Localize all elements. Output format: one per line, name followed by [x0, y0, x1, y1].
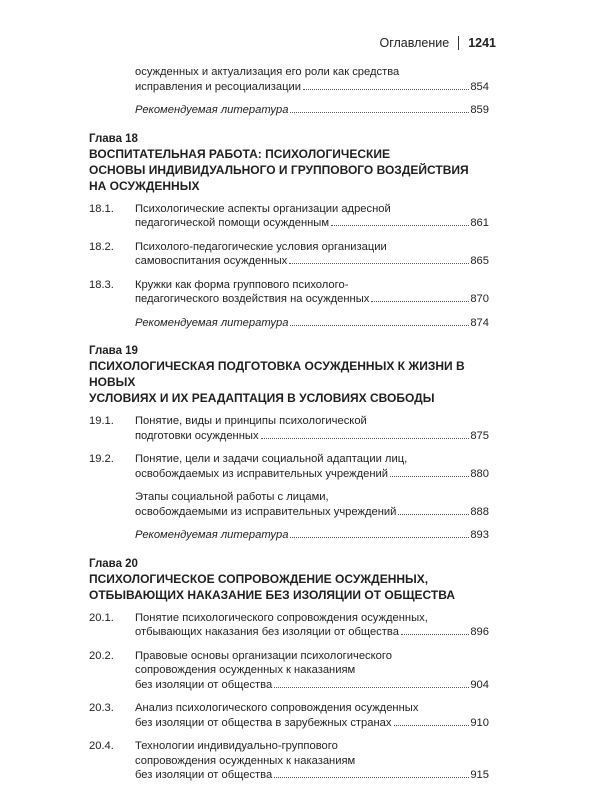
chapter-title-line: ПСИХОЛОГИЧЕСКОЕ СОПРОВОЖДЕНИЕ ОСУЖДЕННЫХ,: [89, 571, 429, 586]
entry-page: 896: [470, 626, 489, 638]
toc-entry[interactable]: [89, 611, 489, 640]
entry-line: без изоляции от общества: [135, 769, 273, 781]
dot-leader: [401, 634, 469, 635]
entry-line: Кружки как форма группового психолого-: [135, 278, 349, 291]
chapter-title-line: ОТБЫВАЮЩИХ НАКАЗАНИЕ БЕЗ ИЗОЛЯЦИИ ОТ ОБЩЕСТВА: [89, 587, 455, 602]
entry-line: освобождаемыми из исправительных учреждений: [135, 505, 397, 518]
entry-page: 888: [470, 505, 489, 518]
entry-line: отбывающих наказания без изоляции от общества: [135, 626, 399, 638]
dot-leader: [394, 725, 470, 726]
header-title: Оглавление: [379, 36, 450, 50]
toc-entry[interactable]: [89, 240, 489, 269]
entry-last-line: [135, 216, 489, 231]
entry-text: [135, 739, 489, 783]
chapter-title: [89, 146, 489, 194]
entry-last-line: [135, 467, 489, 482]
dot-leader: [290, 325, 469, 326]
chapter-section: [89, 132, 489, 331]
entry-number: 18.3.: [89, 278, 114, 291]
chapter-title-line: ОСНОВЫ ИНДИВИДУАЛЬНОГО И ГРУППОВОГО ВОЗДЕЙСТВИЯ: [89, 162, 469, 177]
entry-text: [135, 278, 489, 307]
entry-text: [135, 316, 489, 331]
entry-line: без изоляции от общества в зарубежных странах: [135, 716, 392, 729]
chapter-title: [89, 358, 489, 406]
chapter-title-line: ПСИХОЛОГИЧЕСКАЯ ПОДГОТОВКА ОСУЖДЕННЫХ К ЖИЗНИ В НОВЫХ: [89, 359, 465, 389]
entry-line: Психологические аспекты организации адресной: [135, 202, 391, 215]
entry-line: Анализ психологического сопровождения осужденных: [135, 702, 419, 714]
dot-leader: [390, 476, 469, 477]
dot-leader: [274, 777, 469, 778]
entry-line: Понятие, виды и принципы психологической: [135, 415, 367, 427]
entry-line: Рекомендуемая литература: [135, 316, 289, 329]
entry-last-line: [135, 716, 489, 731]
entry-number: 20.2.: [89, 649, 114, 662]
entry-line: самовоспитания осужденных: [135, 255, 288, 267]
entry-number: 19.2.: [89, 453, 114, 465]
literature-entry[interactable]: [89, 316, 489, 331]
entry-text: [135, 202, 489, 231]
entry-text: [135, 65, 489, 94]
entry-page: 854: [470, 80, 489, 93]
entry-line: Технологии индивидуально-группового: [135, 740, 338, 752]
entry-page: 870: [470, 293, 489, 305]
entry-text: [135, 414, 489, 443]
literature-entry[interactable]: [89, 528, 489, 543]
entry-text: [135, 103, 489, 118]
chapter-title-line: УСЛОВИЯХ И ИХ РЕАДАПТАЦИЯ В УСЛОВИЯХ СВОБОДЫ: [89, 391, 435, 405]
toc-entry[interactable]: [89, 278, 489, 307]
entry-line: Правовые основы организации психологического: [135, 649, 392, 662]
toc-entry[interactable]: [89, 414, 489, 443]
dot-leader: [289, 263, 469, 264]
entry-text: [135, 452, 489, 481]
chapter-title-line: НА ОСУЖДЕННЫХ: [89, 178, 200, 193]
entry-last-line: [135, 528, 489, 543]
literature-entry[interactable]: [89, 103, 489, 118]
entry-page: 874: [470, 316, 489, 329]
entry-number: 19.1.: [89, 415, 114, 427]
entry-number: [89, 490, 135, 519]
entry-last-line: [135, 768, 489, 783]
entry-text: [135, 701, 489, 730]
entry-line: Рекомендуемая литература: [135, 104, 289, 116]
entry-text: [135, 649, 489, 693]
toc-entry[interactable]: [89, 739, 489, 783]
chapter-title: [89, 571, 489, 603]
entry-last-line: [135, 505, 489, 520]
chapter-section: [89, 344, 489, 543]
toc-entry[interactable]: [89, 701, 489, 730]
chapter-label: Глава 20: [89, 557, 138, 570]
entry-last-line: [135, 292, 489, 307]
chapter-title-line: ВОСПИТАТЕЛЬНАЯ РАБОТА: ПСИХОЛОГИЧЕСКИЕ: [89, 146, 390, 161]
dot-leader: [290, 112, 469, 113]
entry-last-line: [135, 625, 489, 640]
chapter-section: [89, 557, 489, 783]
entry-line: Рекомендуемая литература: [135, 529, 289, 541]
entry-number: [89, 65, 135, 94]
entry-line: без изоляции от общества: [135, 678, 273, 691]
table-of-contents: [89, 65, 489, 792]
entry-page: 915: [470, 769, 489, 781]
entry-number: [89, 316, 135, 331]
dot-leader: [331, 225, 469, 226]
entry-last-line: [135, 316, 489, 331]
entry-number: 20.1.: [89, 611, 114, 624]
toc-entry[interactable]: [89, 649, 489, 693]
entry-page: 904: [470, 678, 489, 691]
entry-text: [135, 490, 489, 519]
entry-last-line: [135, 678, 489, 693]
entry-page: 893: [470, 529, 489, 541]
chapter-label: Глава 18: [89, 132, 138, 145]
entry-last-line: [135, 254, 489, 269]
entry-number: [89, 528, 135, 543]
toc-entry[interactable]: [89, 490, 489, 519]
dot-leader: [274, 687, 469, 688]
dot-leader: [303, 89, 469, 90]
entry-page: 865: [470, 255, 489, 267]
entry-line: Психолого-педагогические условия организации: [135, 240, 387, 253]
entry-last-line: [135, 103, 489, 118]
entry-line: педагогического воздействия на осужденных: [135, 293, 370, 305]
entry-text: [135, 528, 489, 543]
entry-line: сопровождения осужденных к наказаниям: [135, 664, 356, 676]
dot-leader: [290, 537, 469, 538]
dot-leader: [261, 438, 470, 439]
running-header: [379, 36, 496, 50]
entry-line: освобождаемых из исправительных учреждений: [135, 467, 389, 480]
entry-page: 910: [470, 716, 489, 729]
chapter-label: Глава 19: [89, 345, 138, 357]
entry-page: 859: [470, 104, 489, 116]
entry-line: педагогической помощи осужденным: [135, 217, 330, 229]
entry-line: сопровождения осужденных к наказаниям: [135, 754, 356, 767]
entry-page: 861: [470, 217, 489, 229]
header-separator: [458, 36, 459, 50]
entry-last-line: [135, 429, 489, 444]
entry-page: 880: [470, 467, 489, 480]
entry-line: Понятие, цели и задачи социальной адаптации лиц,: [135, 453, 408, 465]
toc-entry[interactable]: [89, 65, 489, 94]
entry-last-line: [135, 80, 489, 95]
entry-number: [89, 103, 135, 118]
entry-text: [135, 240, 489, 269]
toc-entry[interactable]: [89, 452, 489, 481]
entry-text: [135, 611, 489, 640]
entry-line: исправления и ресоциализации: [135, 80, 302, 93]
entry-number: 20.4.: [89, 740, 114, 752]
page-number: 1241: [468, 36, 496, 50]
entry-number: 20.3.: [89, 702, 114, 714]
entry-number: 18.2.: [89, 240, 114, 253]
entry-page: 875: [470, 429, 489, 442]
toc-entry[interactable]: [89, 202, 489, 231]
entry-number: 18.1.: [89, 202, 114, 215]
dot-leader: [398, 514, 469, 515]
entry-line: осужденных и актуализация его роли как средства: [135, 66, 400, 78]
dot-leader: [371, 301, 469, 302]
entry-line: подготовки осужденных: [135, 429, 259, 442]
entry-line: Понятие психологического сопровождения осужденных,: [135, 611, 428, 624]
entry-line: Этапы социальной работы с лицами,: [135, 491, 329, 503]
